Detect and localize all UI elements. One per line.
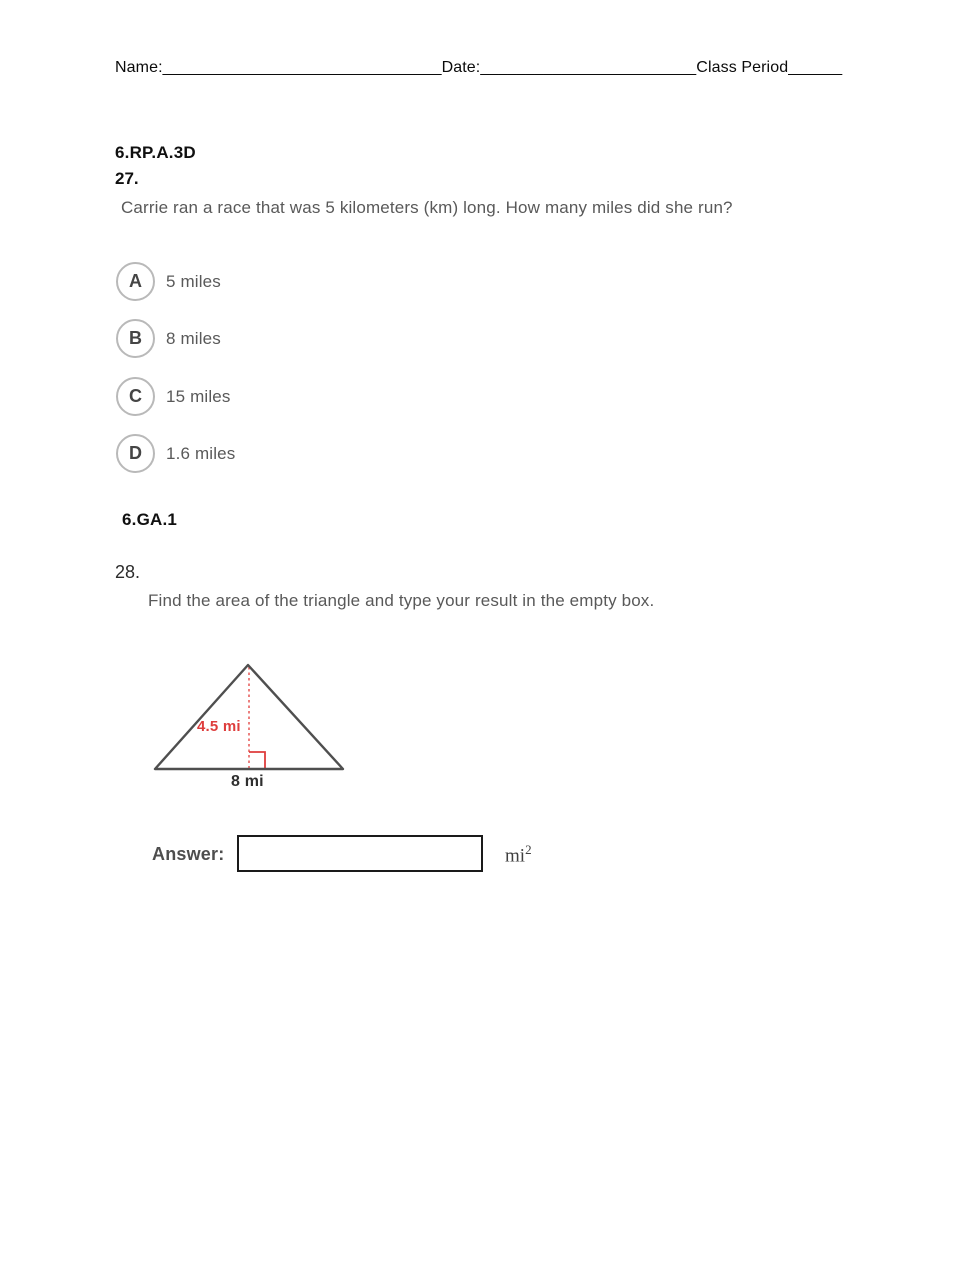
answer-input[interactable]: [237, 835, 483, 872]
question-28-prompt: Find the area of the triangle and type your result in the empty box.: [148, 591, 655, 610]
choice-a-label: 5 miles: [166, 271, 221, 291]
date-label: Date:: [441, 59, 481, 76]
right-angle-marker: [249, 752, 265, 769]
triangle-figure: [145, 653, 360, 801]
question-number-27: 27.: [115, 169, 139, 188]
choice-row-b[interactable]: [116, 319, 221, 358]
question-number-28: 28.: [115, 562, 141, 582]
choice-b-radio[interactable]: [116, 319, 155, 358]
choice-c-letter: C: [129, 386, 142, 406]
choice-a-letter: A: [129, 271, 142, 291]
class-period-blank-line: ______: [788, 59, 843, 76]
name-blank-line: _______________________________: [162, 59, 442, 76]
altitude-measurement-label: 4.5 mi: [197, 718, 241, 735]
choice-b-letter: B: [129, 328, 142, 348]
choice-c-label: 15 miles: [166, 386, 231, 406]
choice-row-a[interactable]: [116, 262, 221, 301]
name-label: Name:: [115, 59, 163, 76]
choice-d-letter: D: [129, 443, 142, 463]
standard-code-28: 6.GA.1: [122, 510, 178, 529]
answer-label: Answer:: [152, 844, 225, 864]
choice-a-radio[interactable]: [116, 262, 155, 301]
standard-code-27: 6.RP.A.3D: [115, 143, 196, 162]
choice-d-radio[interactable]: [116, 434, 155, 473]
choice-c-radio[interactable]: [116, 377, 155, 416]
choice-b-label: 8 miles: [166, 328, 221, 348]
unit-base: mi: [505, 845, 526, 867]
base-measurement-label: 8 mi: [231, 773, 264, 790]
answer-unit: [505, 842, 532, 867]
class-period-label: Class Period: [696, 59, 789, 76]
choice-row-d[interactable]: [116, 434, 235, 473]
question-27-prompt: Carrie ran a race that was 5 kilometers (km) long. How many miles did she run?: [121, 198, 733, 217]
choice-row-c[interactable]: [116, 377, 231, 416]
worksheet-header: [115, 59, 842, 77]
date-blank-line: ________________________: [480, 59, 697, 76]
unit-exponent: 2: [525, 842, 532, 857]
choice-d-label: 1.6 miles: [166, 443, 236, 463]
